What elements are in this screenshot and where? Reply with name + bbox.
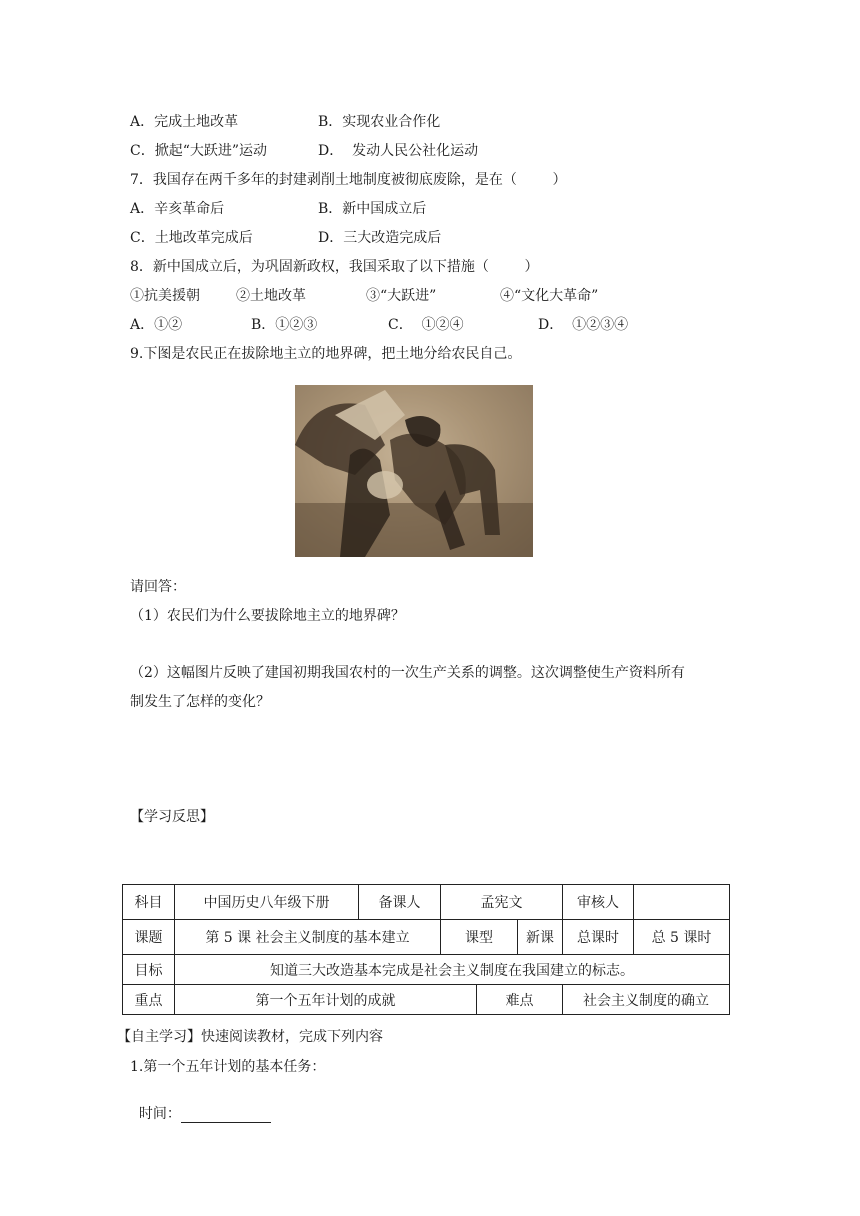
table-row	[123, 885, 730, 920]
table-row	[123, 985, 730, 1015]
text-line: B．新中国成立后	[318, 201, 427, 217]
table-row	[123, 920, 730, 955]
text-line: ①抗美援朝	[130, 288, 200, 304]
text-line: 7．我国存在两千多年的封建剥削土地制度被彻底废除，是在（ ）	[130, 172, 567, 188]
text-line: 【自主学习】快速阅读教材，完成下列内容	[117, 1029, 383, 1045]
table-cell: 目标	[123, 955, 175, 985]
table-cell: 孟宪文	[441, 885, 563, 920]
text-line: D． 发动人民公社化运动	[318, 143, 479, 159]
text-line: C．掀起“大跃进”运动	[130, 143, 268, 159]
table-cell: 课题	[123, 920, 175, 955]
table-cell: 科目	[123, 885, 175, 920]
table-cell: 第 5 课 社会主义制度的基本建立	[175, 920, 441, 955]
table-row	[123, 955, 730, 985]
text-line: B．①②③	[251, 317, 318, 333]
table-cell: 社会主义制度的确立	[563, 985, 730, 1015]
farmers-boundary-stone-image	[295, 385, 533, 557]
text-line: C．土地改革完成后	[130, 230, 253, 246]
text-line: 9.下图是农民正在拔除地主立的地界碑，把土地分给农民自己。	[130, 346, 522, 362]
text-line: （1）农民们为什么要拔除地主立的地界碑？	[130, 608, 405, 624]
lesson-info-table	[122, 884, 730, 1015]
table-cell: 课型	[441, 920, 518, 955]
text-line: 【学习反思】	[130, 809, 214, 825]
text-line: B．实现农业合作化	[318, 114, 441, 130]
table-cell: 难点	[477, 985, 563, 1015]
text-line: 制发生了怎样的变化？	[130, 694, 270, 710]
table-cell: 总课时	[563, 920, 634, 955]
table-cell: 重点	[123, 985, 175, 1015]
table-cell: 知道三大改造基本完成是社会主义制度在我国建立的标志。	[175, 955, 730, 985]
table-cell	[634, 885, 730, 920]
text-line: ②土地改革	[236, 288, 306, 304]
table-cell: 审核人	[563, 885, 634, 920]
table-cell: 新课	[518, 920, 563, 955]
text-line: D．三大改造完成后	[318, 230, 442, 246]
text-line: （2）这幅图片反映了建国初期我国农村的一次生产关系的调整。这次调整使生产资料所有	[130, 665, 685, 681]
table-cell: 中国历史八年级下册	[175, 885, 359, 920]
text-line: ④“文化大革命”	[500, 288, 599, 304]
text-line: A．①②	[130, 317, 183, 333]
time-field	[130, 1087, 271, 1123]
time-label: 时间：	[138, 1106, 181, 1122]
text-line: C． ①②④	[388, 317, 464, 333]
table-cell: 第一个五年计划的成就	[175, 985, 477, 1015]
land-reform-photo	[295, 385, 533, 557]
table-cell: 总 5 课时	[634, 920, 730, 955]
text-line: 1.第一个五年计划的基本任务：	[130, 1059, 326, 1075]
table-cell: 备课人	[359, 885, 441, 920]
text-line: 8．新中国成立后，为巩固新政权，我国采取了以下措施（ ）	[130, 259, 539, 275]
text-line: 请回答：	[130, 579, 186, 595]
text-line: A．辛亥革命后	[130, 201, 225, 217]
time-blank[interactable]	[181, 1108, 271, 1123]
text-line: A．完成土地改革	[130, 114, 239, 130]
text-line: ③“大跃进”	[366, 288, 437, 304]
text-line: D． ①②③④	[538, 317, 629, 333]
